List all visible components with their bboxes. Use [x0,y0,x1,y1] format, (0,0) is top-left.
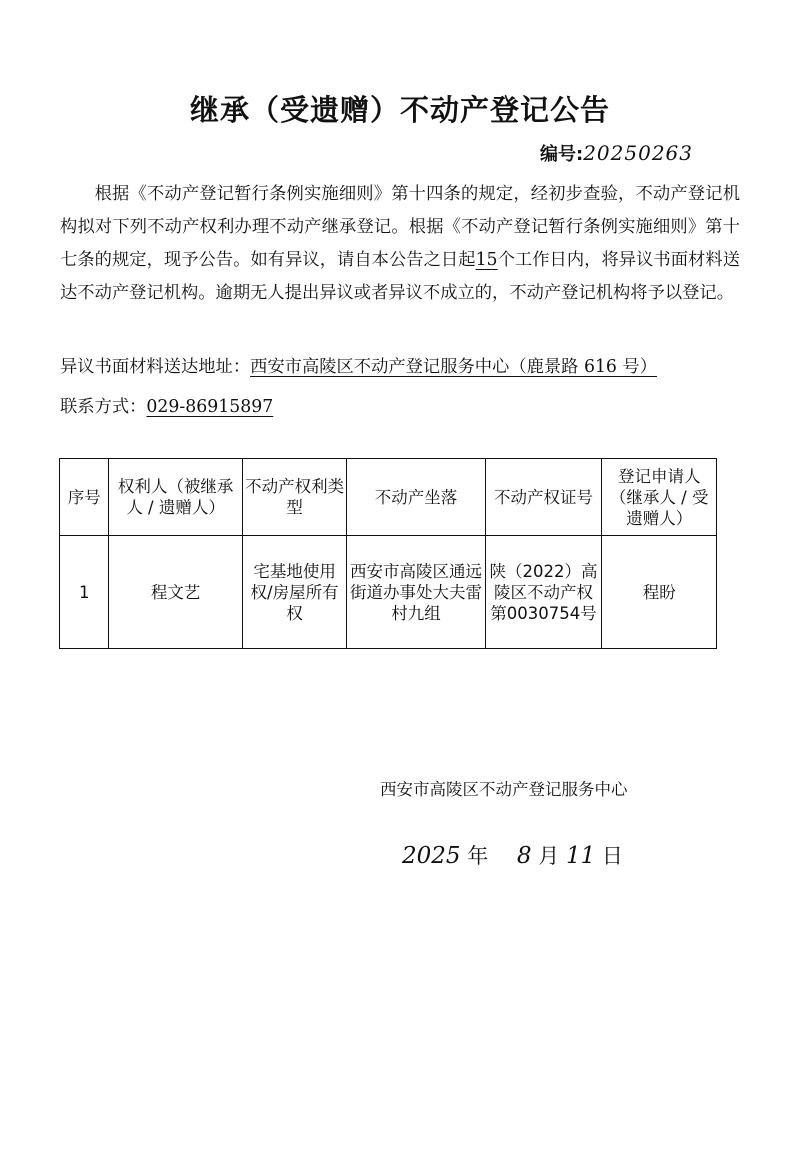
issuing-authority: 西安市高陵区不动产登记服务中心 [380,780,628,799]
document-number-value: 20250263 [583,141,693,165]
table-header-row [60,459,717,536]
table-cell: 1 [60,536,109,649]
issue-date [402,840,623,870]
objection-address-value: 西安市高陵区不动产登记服务中心（鹿景路 616 号） [250,357,657,377]
date-month-unit: 月 [538,844,560,868]
date-year-unit: 年 [467,844,489,868]
table-row [60,536,717,649]
date-day: 11 [565,843,596,869]
header-cell: 不动产坐落 [347,459,485,536]
contact-phone: 029-86915897 [146,397,274,417]
date-month: 8 [516,843,532,869]
date-day-unit: 日 [601,844,623,868]
header-cell: 登记申请人（继承人 / 受遗赠人） [602,459,717,536]
notice-body-part2: 个工作日内，将异议书面材料送达不动产登记机构。逾期无人提出异议或者异议不成立的，不动产登记机构将予以登记。 [60,250,740,303]
property-table [59,458,717,649]
table-cell: 程文艺 [109,536,242,649]
header-cell: 序号 [60,459,109,536]
contact-label: 联系方式： [60,397,147,417]
document-number-label: 编号: [540,144,584,165]
table-cell: 程盼 [602,536,717,649]
notice-body-part1: 根据《不动产登记暂行条例实施细则》第十四条的规定，经初步查验，不动产登记机构拟对下列不动产权利办理不动产继承登记。根据《不动产登记暂行条例实施细则》第十七条的规定，现予公告。如有异议，请自本公告之日起 [60,184,740,270]
page-title: 继承（受遗赠）不动产登记公告 [189,93,610,127]
contact-info [60,392,273,417]
header-cell: 不动产权利类型 [242,459,347,536]
table-cell: 宅基地使用权/房屋所有权 [242,536,347,649]
notice-days: 15 [475,250,498,270]
date-year: 2025 [402,843,461,869]
objection-address [60,352,657,377]
table-cell: 陕（2022）高陵区不动产权第0030754号 [485,536,602,649]
header-cell: 不动产权证号 [485,459,602,536]
table-cell: 西安市高陵区通远街道办事处大夫雷村九组 [347,536,485,649]
objection-address-label: 异议书面材料送达地址： [60,357,251,377]
notice-body [60,178,740,310]
document-number [540,140,693,166]
header-cell: 权利人（被继承人 / 遗赠人） [109,459,242,536]
